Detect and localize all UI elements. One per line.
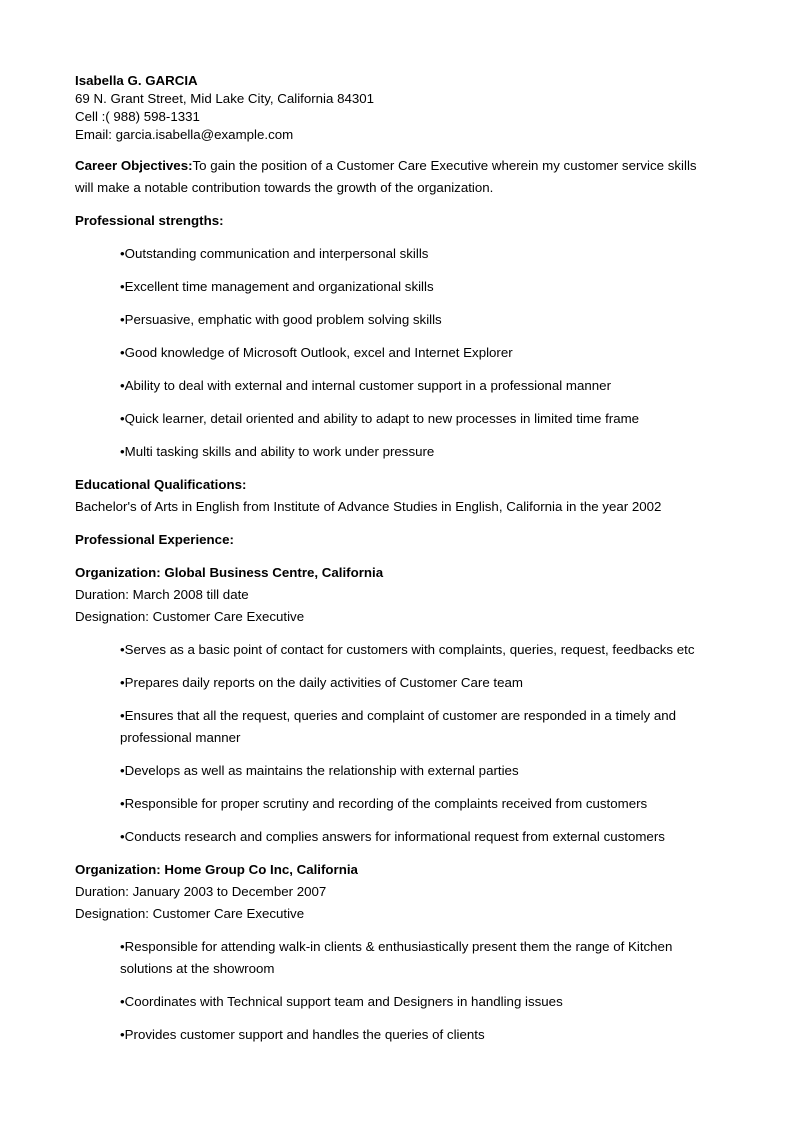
list-item	[120, 672, 715, 694]
list-item	[120, 309, 715, 331]
list-item	[120, 1024, 715, 1046]
career-objectives-text: To gain the position of a Customer Care Executive wherein my customer service skills will make a notable contribution towards the growth of the organization.	[75, 158, 697, 195]
list-item-text: Prepares daily reports on the daily activities of Customer Care team	[124, 675, 523, 690]
job-designation: Designation: Customer Care Executive	[75, 906, 305, 921]
bullet-icon: •	[120, 939, 125, 954]
list-item	[120, 408, 715, 430]
contact-block	[75, 72, 715, 144]
list-item	[120, 760, 715, 782]
bullet-icon: •	[120, 378, 125, 393]
bullet-icon: •	[120, 708, 125, 723]
education-text: Bachelor's of Arts in English from Institute of Advance Studies in English, California in the year 2002	[75, 499, 662, 514]
list-item-text: Serves as a basic point of contact for customers with complaints, queries, request, feedbacks etc	[124, 642, 695, 657]
list-item	[120, 375, 715, 397]
list-item-text: Coordinates with Technical support team and Designers in handling issues	[124, 994, 563, 1009]
list-item	[120, 342, 715, 364]
list-item	[120, 243, 715, 265]
bullet-icon: •	[120, 642, 125, 657]
job-duration: Duration: March 2008 till date	[75, 587, 249, 602]
bullet-icon: •	[120, 411, 125, 426]
bullet-icon: •	[120, 312, 125, 327]
bullet-icon: •	[120, 796, 125, 811]
bullet-icon: •	[120, 1027, 125, 1042]
bullet-icon: •	[120, 994, 125, 1009]
list-item-text: Responsible for attending walk-in clients & enthusiastically present them the range of Kitchen solutions at the showroom	[120, 939, 673, 976]
list-item-text: Outstanding communication and interpersonal skills	[124, 246, 429, 261]
bullet-icon: •	[120, 829, 125, 844]
job-header	[75, 562, 715, 628]
candidate-name: Isabella G. GARCIA	[75, 73, 198, 88]
candidate-email: Email: garcia.isabella@example.com	[75, 127, 294, 142]
list-item-text: Ability to deal with external and internal customer support in a professional manner	[124, 378, 611, 393]
list-item	[120, 441, 715, 463]
list-item-text: Provides customer support and handles the queries of clients	[124, 1027, 485, 1042]
bullet-icon: •	[120, 345, 125, 360]
bullet-icon: •	[120, 246, 125, 261]
list-item-text: Ensures that all the request, queries and complaint of customer are responded in a timely and professional manner	[120, 708, 677, 745]
job-duties-list	[120, 936, 715, 1046]
education-heading: Educational Qualifications:	[75, 477, 247, 492]
list-item	[120, 705, 715, 749]
list-item	[120, 826, 715, 848]
job-duties-list	[120, 639, 715, 848]
job-header	[75, 859, 715, 925]
list-item	[120, 639, 715, 661]
list-item-text: Persuasive, emphatic with good problem solving skills	[124, 312, 442, 327]
bullet-icon: •	[120, 763, 125, 778]
candidate-phone: Cell :( 988) 598-1331	[75, 109, 200, 124]
list-item-text: Develops as well as maintains the relationship with external parties	[124, 763, 519, 778]
job-duration: Duration: January 2003 to December 2007	[75, 884, 327, 899]
bullet-icon: •	[120, 444, 125, 459]
list-item	[120, 793, 715, 815]
list-item-text: Excellent time management and organizational skills	[124, 279, 434, 294]
list-item	[120, 276, 715, 298]
education-block	[75, 474, 715, 518]
job-designation: Designation: Customer Care Executive	[75, 609, 305, 624]
strengths-heading: Professional strengths:	[75, 213, 224, 228]
bullet-icon: •	[120, 279, 125, 294]
list-item-text: Responsible for proper scrutiny and recording of the complaints received from customers	[124, 796, 648, 811]
job-organization: Organization: Global Business Centre, California	[75, 565, 384, 580]
strengths-list	[120, 243, 715, 463]
list-item-text: Multi tasking skills and ability to work under pressure	[124, 444, 435, 459]
candidate-address: 69 N. Grant Street, Mid Lake City, California 84301	[75, 91, 375, 106]
list-item	[120, 936, 715, 980]
bullet-icon: •	[120, 675, 125, 690]
list-item-text: Quick learner, detail oriented and ability to adapt to new processes in limited time frame	[124, 411, 640, 426]
career-objectives-label: Career Objectives:	[75, 158, 193, 173]
list-item-text: Good knowledge of Microsoft Outlook, excel and Internet Explorer	[124, 345, 513, 360]
job-organization: Organization: Home Group Co Inc, California	[75, 862, 358, 877]
list-item	[120, 991, 715, 1013]
experience-heading: Professional Experience:	[75, 532, 234, 547]
career-objectives	[75, 155, 715, 199]
list-item-text: Conducts research and complies answers for informational request from external customers	[124, 829, 665, 844]
